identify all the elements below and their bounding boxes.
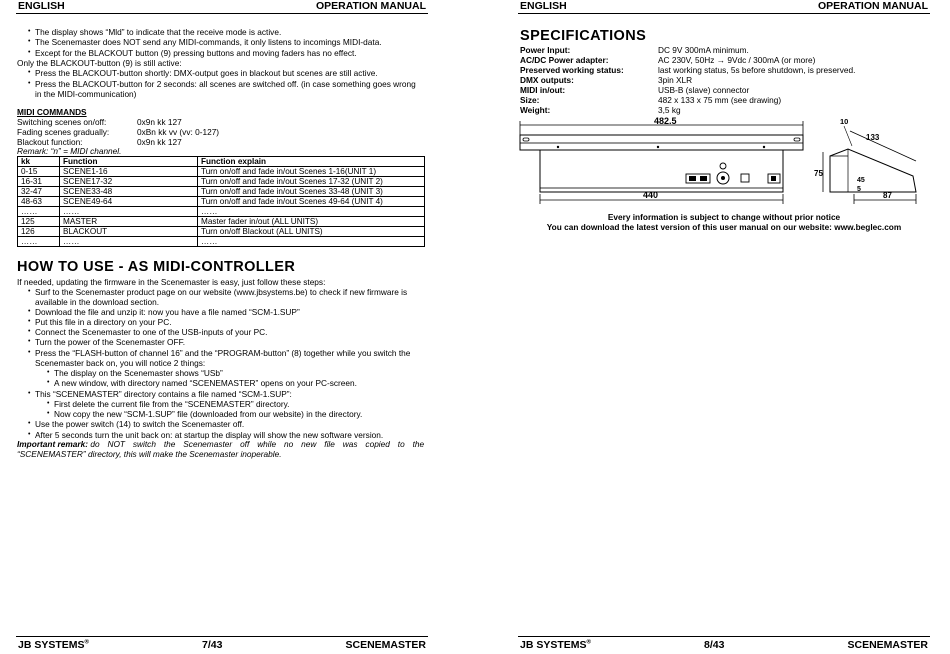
footer-brand xyxy=(18,639,89,651)
howto-line: • First delete the current file from the “SCENEMASTER” directory. xyxy=(54,399,289,409)
table-cell: …… xyxy=(60,237,198,247)
header-language: ENGLISH xyxy=(18,0,65,12)
notice-line-1: Every information is subject to change without prior notice xyxy=(607,212,841,222)
howto-line: • Put this file in a directory on your PC. xyxy=(35,317,172,327)
dimension-label-width-top: 482.5 xyxy=(654,116,677,126)
spec-label: Size: xyxy=(520,95,540,105)
table-row xyxy=(18,217,425,227)
table-cell: …… xyxy=(60,207,198,217)
dimension-label-small-height: 45 xyxy=(857,177,865,184)
intro-line: • The Scenemaster does NOT send any MIDI-commands, it only listens to incomings MIDI-data. xyxy=(35,37,382,47)
footer-brand xyxy=(520,639,591,651)
dimension-label-angle: 10 xyxy=(840,117,849,126)
howto-line: • After 5 seconds turn the unit back on: at startup the display will show the new software version. xyxy=(35,430,383,440)
table-cell: Turn on/off and fade in/out Scenes 17-32 (UNIT 2) xyxy=(198,177,425,187)
table-cell: Turn on/off and fade in/out Scenes 33-48 (UNIT 3) xyxy=(198,187,425,197)
dimension-label-small-height-2: 5 xyxy=(857,186,861,193)
table-cell: SCENE1-16 xyxy=(60,167,198,177)
spec-value: USB-B (slave) connector xyxy=(658,85,750,95)
table-cell: 16-31 xyxy=(18,177,60,187)
table-cell: MASTER xyxy=(60,217,198,227)
intro-line: • Press the BLACKOUT-button shortly: DMX-output goes in blackout but scenes are still active. xyxy=(35,68,378,78)
table-cell: SCENE33-48 xyxy=(60,187,198,197)
important-label: Important remark: xyxy=(17,439,89,449)
table-cell: 125 xyxy=(18,217,60,227)
midi-command-value: 0x9n kk 127 xyxy=(137,117,182,127)
header-title: OPERATION MANUAL xyxy=(817,0,928,12)
howto-line: • Now copy the new “SCM-1.SUP” file (downloaded from our website) in the directory. xyxy=(54,409,362,419)
brand-name: JB SYSTEMS xyxy=(18,639,85,651)
table-cell: 32-47 xyxy=(18,187,60,197)
table-cell: …… xyxy=(198,237,425,247)
right-header xyxy=(518,0,930,14)
howto-line: • Surf to the Scenemaster product page on our website (www.jbsystems.be) to check if new firmware is xyxy=(35,287,407,297)
specifications-heading: SPECIFICATIONS xyxy=(520,28,647,44)
intro-line: • The display shows “Mld” to indicate that the receive mode is active. xyxy=(35,27,281,37)
registered-mark: ® xyxy=(84,639,89,646)
front-panel-top xyxy=(520,135,803,150)
table-cell: Master fader in/out (ALL UNITS) xyxy=(198,217,425,227)
spec-label: Power Input: xyxy=(520,45,571,55)
howto-line: • Download the file and unzip it: now you have a file named “SCM-1.SUP” xyxy=(35,307,300,317)
registered-mark: ® xyxy=(586,639,591,646)
table-cell: …… xyxy=(198,207,425,217)
spec-label: Preserved working status: xyxy=(520,65,624,75)
spec-value: 3pin XLR xyxy=(658,75,693,85)
table-cell: 126 xyxy=(18,227,60,237)
table-row xyxy=(18,237,425,247)
spec-value: DC 9V 300mA minimum. xyxy=(658,45,749,55)
table-cell: BLACKOUT xyxy=(60,227,198,237)
table-header-row xyxy=(18,157,425,167)
dimension-label-width-bottom: 440 xyxy=(643,190,659,200)
table-cell: Turn on/off and fade in/out Scenes 49-64 (UNIT 4) xyxy=(198,197,425,207)
right-footer xyxy=(518,636,930,653)
left-header xyxy=(16,0,428,14)
table-cell: SCENE17-32 xyxy=(60,177,198,187)
table-row xyxy=(18,197,425,207)
table-cell: SCENE49-64 xyxy=(60,197,198,207)
midi-command-value: 0x9n kk 127 xyxy=(137,137,182,147)
howto-line: • This “SCENEMASTER” directory contains a file named “SCM-1.SUP”: xyxy=(35,389,292,399)
column-header: kk xyxy=(18,157,60,167)
howto-line: • The display on the Scenemaster shows “USb” xyxy=(54,368,223,378)
table-cell: Turn on/off and fade in/out Scenes 1-16(UNIT 1) xyxy=(198,167,425,177)
left-footer xyxy=(16,636,428,653)
dimension-label-depth: 133 xyxy=(866,133,880,142)
spec-label: Weight: xyxy=(520,105,551,115)
table-row xyxy=(18,227,425,237)
intro-line: in the MIDI-communication) xyxy=(35,89,137,99)
important-remark xyxy=(17,439,425,449)
intro-line: • Except for the BLACKOUT button (9) pressing buttons and moving faders has no effect. xyxy=(35,48,357,58)
table-row xyxy=(18,177,425,187)
table-cell: …… xyxy=(18,237,60,247)
howto-line: • Press the “FLASH-button of channel 16” and the “PROGRAM-button” (8) together while you switch the xyxy=(35,348,410,358)
spec-value: AC 230V, 50Hz → 9Vdc / 300mA (or more) xyxy=(658,55,816,65)
spec-value: last working status, 5s before shutdown, is preserved. xyxy=(658,65,856,75)
page-number: 7/43 xyxy=(202,639,223,651)
howto-line: If needed, updating the firmware in the Scenemaster is easy, just follow these steps: xyxy=(17,277,326,287)
midi-command-label: Fading scenes gradually: xyxy=(17,127,110,137)
dimension-label-height: 75 xyxy=(814,169,823,178)
header-language: ENGLISH xyxy=(520,0,567,12)
howto-line: available in the download section. xyxy=(35,297,160,307)
howto-line: • Use the power switch (14) to switch the Scenemaster off. xyxy=(35,419,244,429)
footer-product: SCENEMASTER xyxy=(847,639,928,651)
howto-line: • A new window, with directory named “SCENEMASTER” opens on your PC-screen. xyxy=(54,378,357,388)
spec-value: 482 x 133 x 75 mm (see drawing) xyxy=(658,95,782,105)
column-header: Function explain xyxy=(198,157,425,167)
right-page xyxy=(518,0,930,654)
howto-heading: HOW TO USE - AS MIDI-CONTROLLER xyxy=(17,259,296,275)
intro-line: • Press the BLACKOUT-button for 2 seconds: all scenes are switched off. (in case something goes wrong xyxy=(35,79,416,89)
left-page xyxy=(16,0,428,654)
header-title: OPERATION MANUAL xyxy=(315,0,426,12)
table-row xyxy=(18,187,425,197)
power-switch xyxy=(741,174,749,182)
howto-line: • Connect the Scenemaster to one of the USB-inputs of your PC. xyxy=(35,327,267,337)
table-row xyxy=(18,167,425,177)
intro-line: Only the BLACKOUT-button (9) is still active: xyxy=(17,58,182,68)
midi-command-label: Switching scenes on/off: xyxy=(17,117,107,127)
spec-value: 3,5 kg xyxy=(658,105,681,115)
midi-command-label: Blackout function: xyxy=(17,137,83,147)
howto-line: • Turn the power of the Scenemaster OFF. xyxy=(35,337,185,347)
important-text-2: “SCENEMASTER” directory, this will make the Scenemaster inoperable. xyxy=(17,449,282,459)
notice-line-2: You can download the latest version of this user manual on our website: www.beglec.com xyxy=(546,222,902,232)
table-row xyxy=(18,207,425,217)
spec-label: DMX outputs: xyxy=(520,75,574,85)
dimension-drawing xyxy=(518,116,930,208)
table-cell: Turn on/off Blackout (ALL UNITS) xyxy=(198,227,425,237)
table-cell: 0-15 xyxy=(18,167,60,177)
footer-product: SCENEMASTER xyxy=(345,639,426,651)
table-cell: 48-63 xyxy=(18,197,60,207)
table-cell: …… xyxy=(18,207,60,217)
page-number: 8/43 xyxy=(704,639,725,651)
howto-line: Scenemaster back on, you will notice 2 things: xyxy=(35,358,206,368)
column-header: Function xyxy=(60,157,198,167)
spec-label: AC/DC Power adapter: xyxy=(520,55,609,65)
midi-command-value: 0xBn kk vv (vv: 0-127) xyxy=(137,127,220,137)
midi-table xyxy=(17,156,425,247)
brand-name: JB SYSTEMS xyxy=(520,639,587,651)
midi-commands-title: MIDI COMMANDS xyxy=(17,107,87,117)
important-text: do NOT switch the Scenemaster off while no new file was copied to the xyxy=(90,439,425,449)
spec-label: MIDI in/out: xyxy=(520,85,566,95)
front-panel-body xyxy=(540,150,783,192)
midi-remark: Remark: “n” = MIDI channel. xyxy=(17,146,122,156)
dimension-label-base: 87 xyxy=(883,191,892,200)
